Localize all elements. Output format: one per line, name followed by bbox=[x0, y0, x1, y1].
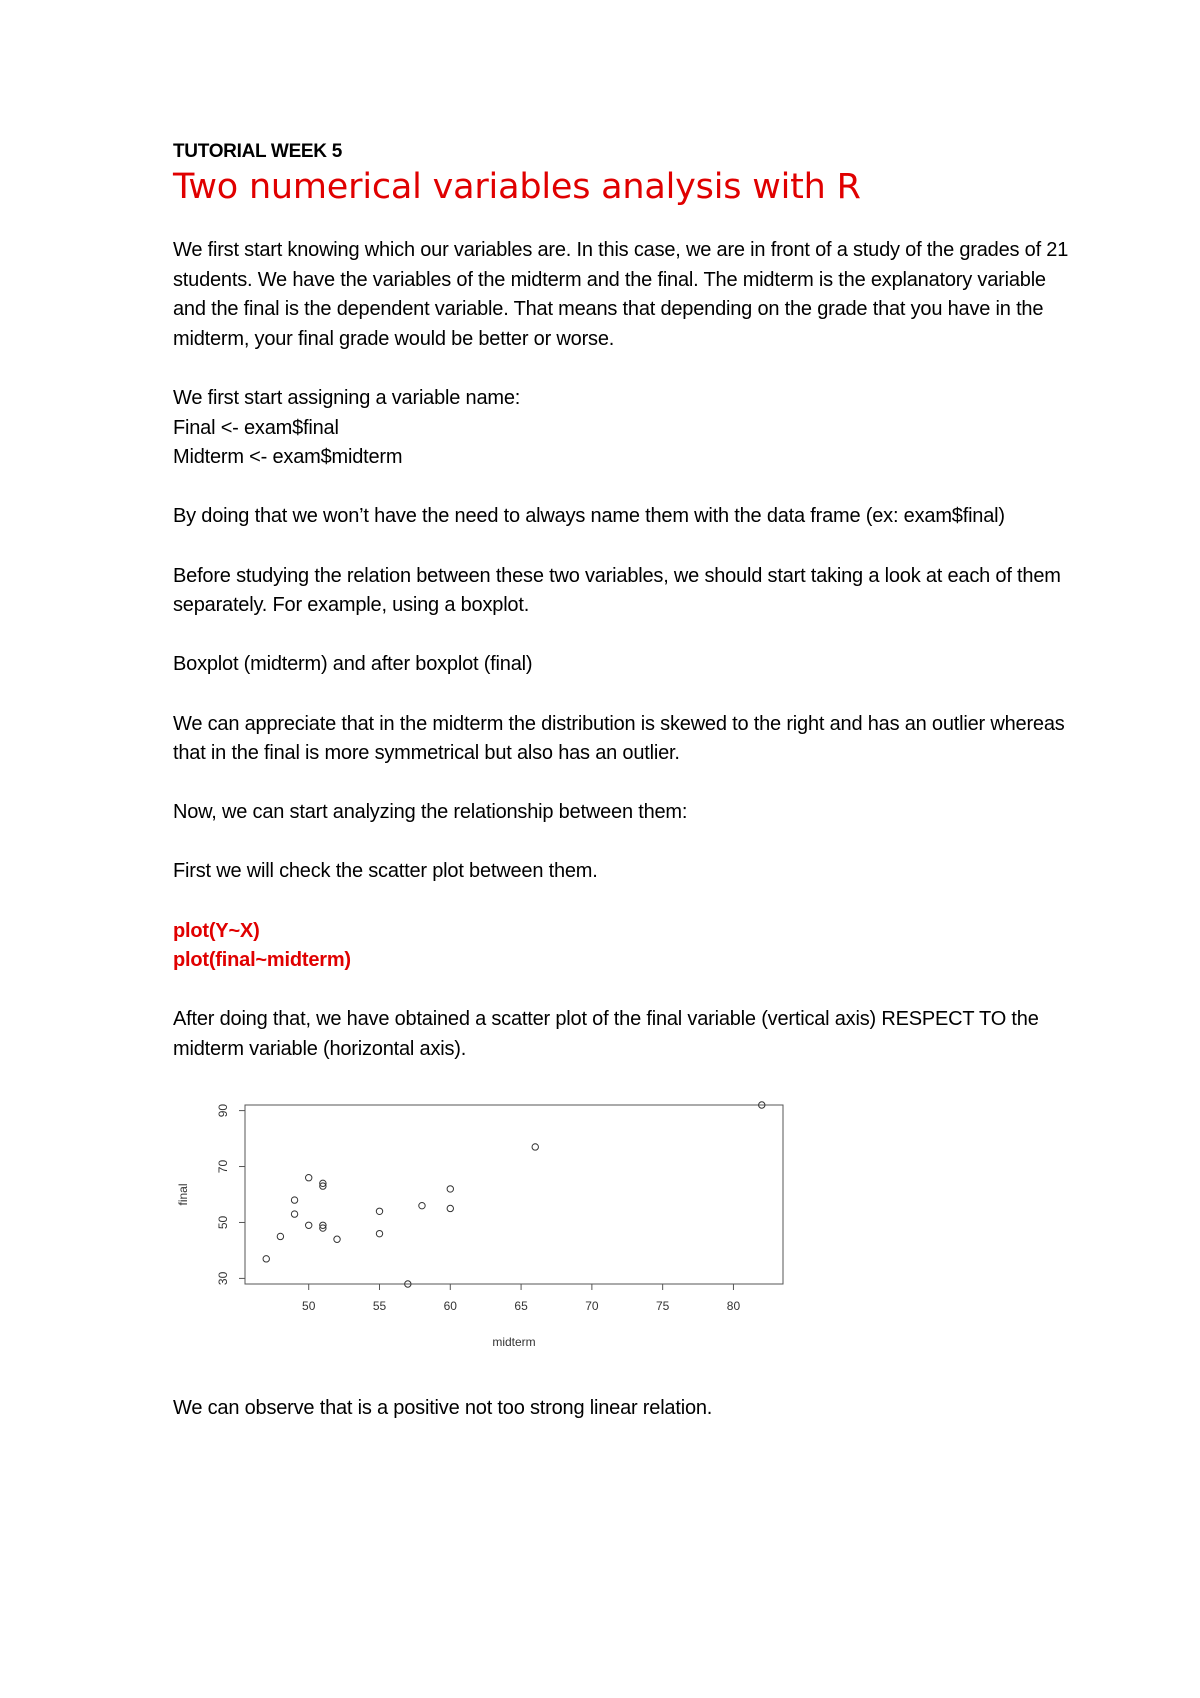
assign-code-midterm: Midterm <- exam$midterm bbox=[173, 446, 403, 469]
scatter-plot bbox=[173, 1094, 853, 1394]
assign-paragraph bbox=[173, 384, 1073, 473]
scatter-point bbox=[376, 1231, 382, 1237]
x-tick-label: 65 bbox=[514, 1299, 528, 1314]
scatter-point bbox=[419, 1203, 425, 1209]
scatter-point bbox=[532, 1144, 538, 1150]
code-line-generic: plot(Y~X) bbox=[173, 919, 260, 942]
before-studying-paragraph: Before studying the relation between these two variables, we should start taking a look at each of them separately. For example, using a boxplot. bbox=[173, 564, 1061, 617]
x-tick-label: 80 bbox=[726, 1299, 741, 1314]
x-tick-label: 70 bbox=[585, 1299, 599, 1314]
x-tick-label: 50 bbox=[302, 1299, 316, 1314]
scatter-point bbox=[263, 1256, 269, 1262]
y-tick-label: 90 bbox=[216, 1104, 230, 1118]
y-tick-label: 70 bbox=[216, 1160, 230, 1174]
assign-code-final: Final <- exam$final bbox=[173, 416, 339, 439]
scatter-point bbox=[447, 1186, 453, 1192]
scatter-plot-figure bbox=[173, 1094, 853, 1394]
scatter-point bbox=[306, 1175, 312, 1181]
y-axis-title: final bbox=[176, 1183, 190, 1206]
scatter-point bbox=[291, 1211, 297, 1217]
first-check-paragraph: First we will check the scatter plot between them. bbox=[173, 860, 598, 883]
after-doing-paragraph: After doing that, we have obtained a scatter plot of the final variable (vertical axis) RESPECT TO the midterm variable (horizontal axis). bbox=[173, 1008, 1039, 1061]
scatter-point bbox=[291, 1197, 297, 1203]
now-paragraph: Now, we can start analyzing the relationship between them: bbox=[173, 801, 688, 824]
x-axis-title: midterm bbox=[492, 1335, 536, 1350]
y-tick-label: 30 bbox=[216, 1271, 230, 1286]
closing-paragraph: We can observe that is a positive not too strong linear relation. bbox=[173, 1397, 713, 1420]
document-kicker: TUTORIAL WEEK 5 bbox=[173, 141, 342, 162]
appreciate-paragraph: We can appreciate that in the midterm the distribution is skewed to the right and has an outlier whereas that in the final is more symmetrical but also has an outlier. bbox=[173, 712, 1065, 765]
scatter-point bbox=[376, 1208, 382, 1214]
document-page bbox=[173, 140, 1073, 1424]
scatter-point bbox=[277, 1233, 283, 1239]
scatter-point bbox=[334, 1236, 340, 1242]
x-tick-label: 60 bbox=[443, 1299, 457, 1314]
intro-paragraph: We first start knowing which our variables are. In this case, we are in front of a study of the grades of 21 students. We have the variables of the midterm and the final. The midterm is the explanatory variable and the final is the dependent variable. That means that depending on the grade that you have in the midterm, your final grade would be better or worse. bbox=[173, 239, 1069, 350]
code-line-specific: plot(final~midterm) bbox=[173, 949, 351, 972]
assign-intro: We first start assigning a variable name: bbox=[173, 386, 521, 409]
document-title: Two numerical variables analysis with R bbox=[173, 167, 861, 207]
x-tick-label: 75 bbox=[655, 1299, 670, 1314]
scatter-point bbox=[447, 1206, 453, 1212]
y-tick-label: 50 bbox=[216, 1216, 230, 1230]
scatter-point bbox=[306, 1222, 312, 1228]
x-tick-label: 55 bbox=[372, 1299, 387, 1314]
plot-frame bbox=[245, 1105, 783, 1284]
by-doing-paragraph: By doing that we won’t have the need to always name them with the data frame (ex: exam$final) bbox=[173, 505, 1005, 528]
boxplot-paragraph: Boxplot (midterm) and after boxplot (final) bbox=[173, 653, 533, 676]
code-paragraph bbox=[173, 917, 1073, 976]
